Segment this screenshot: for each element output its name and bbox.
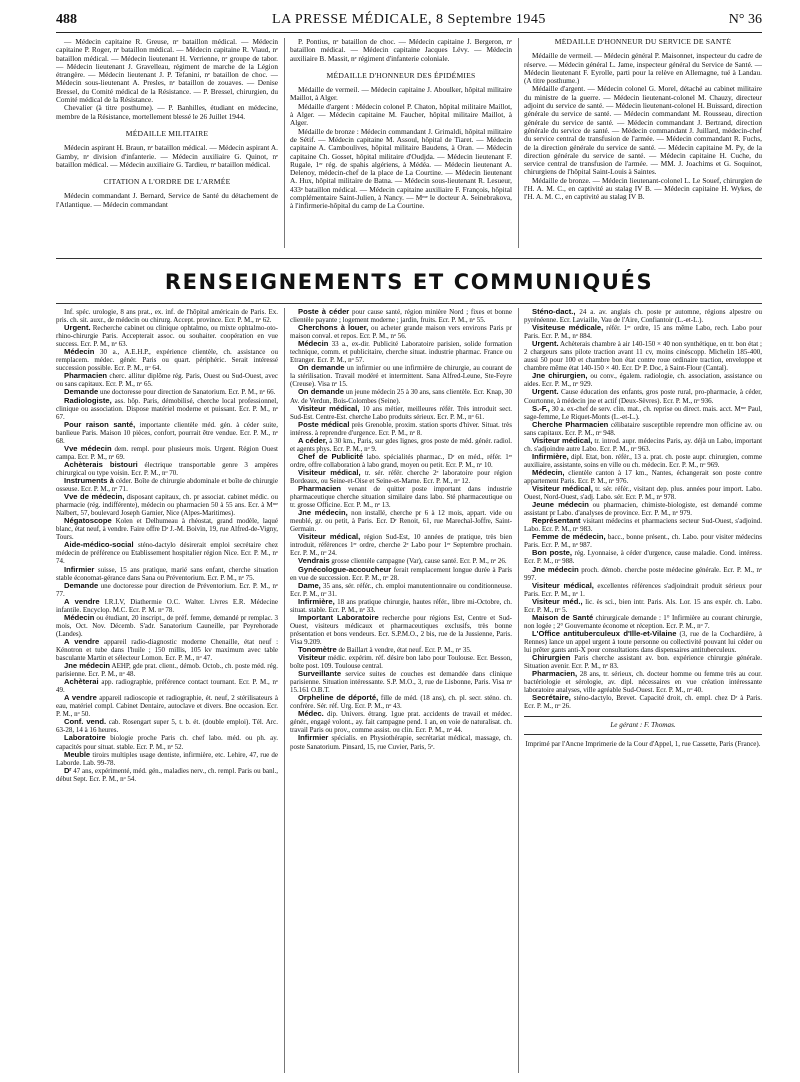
ad-text: Recherche cabinet ou clinique ophtalmo, ou mixte ophtalmo-oto-rhino-chirurgie Paris. Accepterait assoc. ou souhaiter. coopération en vue success. Ecr. P. M., nᵒ 63.	[56, 324, 278, 349]
classified-ad	[56, 638, 278, 662]
column-divider	[518, 308, 519, 1073]
classified-ad	[524, 566, 762, 582]
classified-ad	[524, 694, 762, 710]
classified-ad	[290, 566, 512, 582]
ad-text: région Sud-Est, 10 années de pratique, très bien introduit, références 1ᵉʳ ordre, cherche 2ᵉ Labo pour 1ᵉʳ Septembre prochain. Ecr. P. M., nᵒ 24.	[290, 533, 512, 558]
ad-text: une doctoresse pour direction de Préventorium. Ecr. P. M., nᵒ 77.	[56, 581, 278, 598]
ad-keyword: Médecin,	[532, 467, 565, 477]
ad-text: rég. Lyonnaise, à céder d'urgence, cause maladie. Cond. intéress. Ecr. P. M., nᵒ 988.	[524, 549, 762, 566]
ad-text: près Grenoble, proxim. station sports d'hiver. Situat. très intéress. à reprendre d'urgence. Ecr. P. M., nᵒ 8.	[290, 420, 512, 437]
classified-ad	[290, 308, 512, 324]
ad-text: célibataire susceptible reprendre mon officine av. ou sans capitaux. Ecr. P. M., nᵒ 948.	[524, 420, 762, 437]
ad-keyword: Visiteur médical,	[532, 580, 594, 590]
ad-keyword: Pharmacien,	[532, 669, 578, 679]
ad-keyword: Pour raison santé,	[64, 419, 136, 429]
ad-text: (3, rue de la Cochardière, à Rennes) lance un appel urgent à toute personne ou collectivité pouvant lui céder ou lui prêter gants anti-X pour consultations dans dispensaires antituberculeux.	[524, 629, 762, 654]
classified-ad	[524, 614, 762, 630]
column-divider	[284, 308, 285, 1073]
ad-keyword: Médec.	[298, 709, 324, 719]
ad-keyword: Orpheline de déporté,	[298, 693, 379, 703]
classified-ad	[290, 485, 512, 509]
classified-ad	[56, 598, 278, 614]
ad-keyword: Médecin	[64, 347, 95, 357]
ad-keyword: Jne médecin	[532, 564, 579, 574]
ad-text: service suites de couches est demandée dans clinique parisienne. Situation intéressante. S.P. M.O., 3, rue de Lisbonne, Paris. Visa nᵒ 15.161 O.B.T.	[290, 670, 512, 695]
classified-ad	[56, 421, 278, 445]
classified-ad	[56, 324, 278, 348]
classified-ad	[56, 397, 278, 421]
column-divider	[284, 38, 285, 248]
ads-column-3	[524, 308, 762, 1078]
ad-keyword: Sténo-dact.,	[532, 308, 576, 316]
ad-text: chirurgicale demande : 1° Infirmière au courant chirurgie, non logée ; 2° Gouvernante économe et réception. Ecr. P. M., nᵒ 7.	[524, 613, 762, 630]
ad-keyword: A céder,	[298, 435, 328, 445]
classified-ad	[290, 364, 512, 388]
classified-ad	[290, 324, 512, 340]
classified-ad	[524, 533, 762, 549]
ad-text: suisse, 15 ans pratique, marié sans enfant, cherche situation stable économat-gérance dans Sana ou Préventorium. Ecr. P. M., nᵒ 75.	[56, 565, 278, 582]
ad-keyword: Achèterais bistouri	[64, 459, 138, 469]
journal-title: LA PRESSE MÉDICALE, 8 Septembre 1945	[272, 12, 546, 27]
ad-keyword: Chirurgien	[532, 653, 571, 663]
section-heading: MÉDAILLE MILITAIRE	[125, 128, 209, 138]
classified-ad	[524, 501, 762, 517]
ad-text: dipl. Etat, bon. référ., 13 a. prat. ch. poste aupr. chirurgien, comme auxiliaire, assistante, soins en ville ou ch. médecin. Ecr. P. M., nᵒ 969.	[524, 452, 762, 469]
classified-ad	[290, 694, 512, 710]
classified-ad	[290, 437, 512, 453]
ad-text: à 30 km., Paris, sur gdes lignes, gros poste de méd. génér. radiol. et agents phys. Ecr. P. M., nᵒ 9.	[290, 436, 512, 453]
ad-text: fille de méd. (18 ans), ch. pl. secr. sténo. ch. confrère. Sér. réf. Urg. Ecr. P. M., nᵒ 43.	[290, 694, 512, 711]
classified-ad	[56, 445, 278, 461]
ad-text: cherc. allitur diplôme rég. Paris, Ouest ou Sud-Ouest, avec ou sans capitaux. Ecr. P. M., nᵒ 65.	[56, 372, 278, 389]
classified-ad	[290, 614, 512, 646]
imprint-line: Imprimé par l'Ancne Imprimerie de la Cour d'Appel, 1, rue Cassette, Paris (France).	[525, 739, 761, 748]
ad-keyword: Vve de médecin,	[64, 492, 125, 502]
classified-ad	[56, 348, 278, 372]
ads-column-2	[290, 308, 512, 1078]
ad-keyword: Important Laboratoire	[298, 612, 379, 622]
ad-keyword: Pharmacien	[64, 371, 108, 381]
ad-keyword: Cherche Pharmacien	[532, 419, 609, 429]
paragraph: — Médecin capitaine R. Greuse, nᵉ bataillon médical. — Médecin capitaine P. Roger, nᵉ bataillon médical. — Médecin capitaine R. Viaud, nᵉ bataillon médical. — Médecin lieutenant H. Verrienne, nᵉ groupe de tabor. — Médecin lieutenant J. Gravelleau, régiment de marche de la Légion étrangère. — Médecin lieutenant J. P. Tefanini, nᵉ bataillon de choc. — Médecin sous-lieutenant A. Presles, nᵉ bataillon de zouaves. — Denise Bressel, du Comité médical de la Résistance. — P. Bressel, chirurgien, du Comité médical de la Résistance.	[56, 38, 278, 105]
ad-keyword: Visiteur médical,	[532, 435, 593, 445]
ad-keyword: Urgent.	[532, 387, 559, 397]
ad-text: cab. Rosengart super 5, t. b. ét. (double emploi). Tél. Arc. 63-28, 14 à 16 heures.	[56, 718, 278, 735]
ad-text: appareil radioscopie et radiographie, ét. neuf, 2 stérilisateurs à eau, matériel compl. Cabinet Dentaire, autoclave et divers. Bne occasion. Ecr. P. M., nᵒ 50.	[56, 694, 278, 719]
ad-keyword: S.-F.,	[532, 403, 550, 413]
ad-text: dip. Univers. étrang. 1gue prat. accidents de travail et médec. génér., engagé volont., ay. fait campagne pend. 1 an, en voie de naturalisat. ch. travail Paris ou prov., comme assist. ou clin. Ecr. P. M., nᵒ 44.	[290, 710, 512, 735]
ad-keyword: Conf. vend.	[64, 717, 107, 727]
ad-keyword: A vendre	[64, 693, 97, 703]
ad-text: excellentes références s'adjoindrait produit sérieux pour Paris. Ecr. P. M., nᵒ 1.	[524, 581, 762, 598]
classified-ad	[56, 718, 278, 734]
paragraph: Médecin aspirant H. Braun, nᵉ bataillon médical. — Médecin aspirant A. Gamby, nᵉ division d'infanterie. — Médecin auxiliaire G. Quinot, nᵉ bataillon médical. — Médecin auxiliaire G. Tardieu, nᵉ bataillon médical.	[56, 143, 278, 169]
ad-text: disposant capitaux, ch. pr associat. cabinet médic. ou pharmacie (rég. indifférente), médecin ou pharmacien 50 à 55 ans. Ecr. à Mᵐᵉ Nalbert, 57, boulevard Joseph Garnier, Nice (Alpes-Maritimes).	[56, 493, 278, 518]
paragraph: Médaille d'argent : Médecin colonel P. Chaton, hôpital militaire Maillot, à Alger. — Médecin capitaine M. Faucher, hôpital militaire Maillot, à Alger.	[290, 101, 512, 128]
paragraph: Médaille de vermeil. — Médecin capitaine J. Aboulker, hôpital militaire Maillot, à Alger.	[290, 85, 512, 103]
ad-keyword: Jne médecin,	[298, 508, 348, 518]
gerant-line: Le gérant : F. Thomas.	[524, 716, 762, 734]
ad-text: app. radiographie, préférence contact tournant. Ecr. P. M., nᵒ 49.	[56, 678, 278, 695]
ad-text: Paris cherche assistant av. bon. expérience chirurgie générale. Situation avenir. Ecr. P. M., nᵒ 83.	[524, 654, 762, 671]
classified-ad	[56, 493, 278, 517]
paragraph: Médaille d'argent. — Médecin colonel G. Morel, détaché au cabinet militaire du ministre de la guerre. — Médecin lieutenant-colonel M. Chauzy, directeur adjoint du service de santé. — Médecin lieutenant-colonel H. Buissard, direction générale du service de santé. — Médecin commandant M. Rousseau, direction générale du service de santé. — Médecin commandant J. Bertrand, direction générale du service de santé. — Médecin commandant J. Juillard, médecin-chef du service central de transfusion de l'armée. — Médecin commandant R. Fuchs, de la direction générale du service de santé. — Médecin capitaine M. Py, de la direction générale du service de santé. — Médecin capitaine H. Cuche, du service central de transfusion de l'armée. — MM. J. Joachims et G. Soquinot, chirurgiens de l'hôpital Saint-Louis à Saintes.	[524, 84, 762, 177]
classified-ad	[524, 372, 762, 388]
column-divider	[518, 38, 519, 248]
classified-ad	[524, 469, 762, 485]
classified-ad	[56, 614, 278, 638]
ad-text: pour cause santé, région minière Nord ; fixes et bonne clientèle payante ; logement moderne ; jardin, fruits. Ecr. P. M., nᵒ 55.	[290, 308, 512, 325]
ad-text: lic. ès sci., bien intr. Paris. Als. Lor. 15 ans expér. ch. Labo. Ecr. P. M., nᵒ 5.	[524, 597, 762, 614]
ad-keyword: Visiteur médical,	[298, 532, 361, 542]
ad-text: recherche pour régions Est, Centre et Sud-Ouest, visiteurs médicaux et pharmaceutiques exclusifs, très bonne présentation et bons vendeurs. Ecr. S.P.M.O., 2 bis, rue de la Jussienne, Paris. Visa 9.209.	[290, 613, 512, 646]
ad-text: ass. hôp. Paris, démobilisé, cherche local professionnel, clinique ou association. Dispose matériel moderne et puissant. Ecr. P. M., nᵒ 67.	[56, 396, 278, 421]
ad-keyword: Poste médical	[298, 419, 350, 429]
classified-ad	[524, 670, 762, 694]
classified-ad	[524, 630, 762, 654]
classified-ad	[524, 421, 762, 437]
ad-keyword: Demande	[64, 580, 99, 590]
ad-keyword: Bon poste,	[532, 548, 572, 558]
ad-text: Kolen et Delhumeau à rhéostat, grand modèle, laqué blanc, état neuf, à vendre. Faire offre Dʳ J.-M. Boivin, 19, rue Alfred-de-Vigny, Tours.	[56, 517, 278, 542]
classified-ad	[290, 469, 512, 485]
ad-keyword: Infirmier	[64, 564, 95, 574]
ad-text: bacc., bonne présent., ch. Labo. pour visiter médecins Paris. Ecr. P. M., nᵒ 987.	[524, 533, 762, 550]
ad-keyword: Cherchons à louer,	[298, 323, 369, 333]
ad-text: tr. introd. aupr. médecins Paris, ay. déjà un Labo, important ch. s'adjoindre autre Labo. Ecr. P. M., nᵒ 963.	[524, 436, 762, 453]
paragraph: Médaille de bronze. — Médecin lieutenant-colonel L. Le Souef, chirurgien de l'H. A. M. C., en captivité au stalag IV B. — Médecin capitaine H. Wykes, de l'H. A. M. C., en captivité au stalag IV B.	[524, 175, 762, 202]
classified-ad	[524, 324, 762, 340]
classified-ad	[290, 582, 512, 598]
ad-keyword: Achèterai	[64, 677, 99, 687]
classified-ad	[290, 453, 512, 469]
ad-text: un infirmier ou une infirmière de chirurgie, au courant de la stérilisation. Travail modéré et intermittent. Sana Alfred-Leune, Ste-Feyre (Creuse). Visa nᵒ 15.	[290, 364, 512, 389]
ad-text: une doctoresse pour direction de Sanatorium. Ecr. P. M., nᵒ 66.	[99, 388, 276, 397]
classified-ad	[290, 670, 512, 694]
classified-ad	[290, 388, 512, 404]
classified-ad	[290, 710, 512, 734]
ad-text: médic. expérim. réf. désire bon labo pour Toulouse. Ecr. Besson, boîte post. 109. Toulouse central.	[290, 654, 512, 671]
ad-text: un jeune médecin 25 à 30 ans, sans clientèle. Ecr. Knap, 30 Av. de Verdun, Bois-Colombes (Seine).	[290, 388, 512, 405]
page-number: 488	[56, 12, 77, 27]
ad-text: biologie proche Paris ch. chef labo. méd. ou ph. ay. capacités pour situat. stable. Ecr. P. M., nᵒ 52.	[56, 734, 278, 751]
classified-ad	[290, 533, 512, 557]
classified-ad	[290, 509, 512, 533]
ad-keyword: Secrétaire,	[532, 693, 571, 703]
page-header	[56, 12, 762, 33]
classified-ad	[524, 388, 762, 404]
ad-text: tr. sér. référ. cherche 2ᵉ laboratoire pour région Bordeaux, ou Seine-et-Oise et Seine-et-Marne. Ecr. P. M., nᵒ 12.	[290, 468, 512, 485]
ad-keyword: Représentant	[532, 516, 581, 526]
ad-text: Cause éducation des enfants, gros poste rural, pro-pharmacie, à céder, Courtonne, à médecin jne et actif (Deux-Sèvres). Ecr. P. M., nᵒ 936.	[524, 388, 762, 405]
ad-keyword: Infirmière,	[532, 451, 569, 461]
ad-text: clientèle canton à 17 km., Nantes, échangerait son poste contre appartement Paris. Ecr. P. M., nᵒ 976.	[524, 468, 762, 485]
ad-keyword: Pharmacien	[298, 484, 342, 494]
ad-keyword: Surveillante	[298, 669, 342, 679]
classified-ad	[56, 372, 278, 388]
ad-keyword: Dame,	[298, 580, 321, 590]
classified-ad	[56, 582, 278, 598]
classified-ad	[56, 678, 278, 694]
paragraph: P. Pontius, nᵉ bataillon de choc. — Médecin capitaine J. Bergeron, nᵉ bataillon médical. — Médecin capitaine Jacques Lévy. — Médecin auxiliaire B. Massit, nᵉ régiment d'infanterie coloniale.	[290, 38, 512, 63]
ad-text: 28 ans, tr. sérieux, ch. docteur homme ou femme très au cour. bactériologie et sérologie, av. dipl. nécessaires en vue création intéressante laboratoire analyses, ville agréable Sud-Ouest. Ecr. P. M., nᵒ 40.	[524, 670, 762, 695]
top-column-2	[290, 38, 512, 250]
ad-keyword: Visiteuse médicale,	[532, 323, 604, 333]
ad-keyword: Urgent.	[532, 339, 559, 349]
ad-keyword: Visiteur médical,	[298, 467, 361, 477]
ad-text: de Baillart à vendre, état neuf. Ecr. P. M., nᵒ 35.	[338, 645, 472, 654]
ad-keyword: Gynécologue-accoucheur	[298, 564, 392, 574]
ad-text: 30 a., A.E.H.P., expérience clientèle, ch. assistance ou remplacem. médec. génér. Paris ou quart. périphéric. Serait intéressé succession possible. Ecr. P. M., nᵒ 64.	[56, 348, 278, 373]
classified-ad	[290, 405, 512, 421]
ad-keyword: L'Office antituberculeux d'Ille-et-Vilaine	[532, 628, 677, 638]
classified-ad	[524, 437, 762, 453]
classified-ad	[524, 549, 762, 565]
ad-text: 33 a., ex-dir. Publicité Laboratoire parisien, solide formation technique, comm. et publicitaire, cherche situat. industrie pharmac. France ou Etranger. Ecr. P. M., nᵒ 57.	[290, 340, 512, 365]
classified-ad	[56, 308, 278, 324]
ad-text: ou pharmacien, chimiste-biologiste, est demandé comme assistant pr Labo. d'analyses de province. Ecr. P. M., nᵒ 979.	[524, 501, 762, 518]
section-heading: MÉDAILLE D'HONNEUR DU SERVICE DE SANTÉ	[554, 38, 732, 46]
ad-text: ferait remplacement longue durée à Paris en vue de succession. Ecr. P. M., nᵒ 28.	[290, 565, 512, 582]
ad-keyword: Visiteur médical,	[298, 403, 360, 413]
ad-keyword: Jeune médecin	[532, 500, 589, 510]
ad-text: proch. démob. cherche poste médecine générale. Ecr. P. M., nᵒ 997.	[524, 565, 762, 582]
top-column-1	[56, 38, 278, 250]
paragraph: Médaille de bronze : Médecin commandant J. Grimaldi, hôpital militaire de Sétif. — Médecin capitaine M. Assoul, hôpital de Tiaret. — Médecin capitaine A. Camboulives, hôpital militaire Baudens, à Oran. — Médecin capitaine Ch. Gosset, hôpital militaire d'Oudjda. — Médecin lieutenant F. Rugale, 1ᵉʳ rég. de spahis algériens, à Médéa. — Médecin lieutenant A. Delenoy, médecin-chef de la place de La Courtine. — Médecin lieutenant A. Hux, hôpital militaire de Batna. — Médecin sous-lieutenant R. Lesueur, 433ᵉ bataillon médical. — Médecin capitaine auxiliaire F. François, hôpital complémentaire Saint-Julien, à Nancy. — Mᵐᵉ le docteur A. Seinebrakova, à l'infirmerie-hôpital du camp de La Courtine.	[290, 126, 512, 211]
classified-ad	[56, 477, 278, 493]
classified-ad	[290, 598, 512, 614]
classified-ad	[524, 654, 762, 670]
classified-ad	[56, 694, 278, 718]
ad-text: 10 ans métier, meilleures référ. Très introduit sect. Sud-Est. Centre-Est. cherche Labo produits sérieux. Ecr. P. M., nᵒ 61.	[290, 404, 512, 421]
classified-ad	[524, 340, 762, 372]
section-rule-bottom	[56, 303, 762, 304]
ad-keyword: Dʳ	[64, 765, 72, 775]
ad-text: sténo-dactylo désirerait emploi secrétaire chez médecin de préférence ou Etablissement hospitalier région Nice. Ecr. P. M., nᵒ 74.	[56, 541, 278, 566]
ad-keyword: Tonomètre	[298, 644, 337, 654]
classified-ad	[56, 541, 278, 565]
classified-ad	[524, 517, 762, 533]
ad-keyword: Instruments à	[64, 475, 114, 485]
section-rule-top	[56, 258, 762, 259]
ads-list	[524, 308, 762, 710]
ad-text: I.R.I.V, Diathermie O.C. Walter. Livres E.R. Médecine infantile. Encyclop. M.C. Ecr. P. M. nᵒ 78.	[56, 597, 278, 614]
ad-text: 18 ans pratique chirurgie, hautes référ., libre mi-Octobre, ch. situat. stable. Ecr. P. M., nᵒ 33.	[290, 597, 512, 614]
ad-text: Achèterais chambre à air 140-150 × 40 non synthétique, en tr. bon état ; 2 chargeurs sans pilote traction avant 11 cv, moins cinéscopp. Michelin 185-400, aussi 50 pour 100 et chambre bon état contre roue ordinaire traction, enveloppe et chambre même état 140-150 × 40. Ecr. Dʳ P. Doc, à Saint-Flour (Cantal).	[524, 340, 762, 373]
ad-keyword: Poste à céder	[298, 308, 350, 316]
ad-keyword: Jne chirurgien,	[532, 371, 588, 381]
ad-keyword: Médecin	[298, 339, 329, 349]
ad-keyword: On demande	[298, 387, 345, 397]
classified-ad	[290, 421, 512, 437]
ad-keyword: A vendre	[64, 636, 100, 646]
classified-ad	[56, 566, 278, 582]
ad-text: grosse clientèle campagne (Var), cause santé. Ecr. P. M., nᵒ 26.	[331, 557, 507, 566]
ad-text: 24 a. av. anglais ch. poste pr automne, régions alpestre ou pyrénéenne. Ecr. Laviaille, Vau de l'Aire, Confiantoir (L.-et-L.).	[524, 308, 762, 325]
ad-keyword: Meuble	[64, 749, 91, 759]
ad-keyword: Visiteur méd.,	[532, 596, 583, 606]
classified-ad	[290, 340, 512, 364]
ad-text: dem. rempl. pour plusieurs mois. Urgent. Région Ouest campa. Ecr. P. M., nᵒ 69.	[56, 444, 278, 461]
ad-keyword: Aide-médico-social	[64, 540, 134, 550]
ad-keyword: Chef de Publicité	[298, 451, 364, 461]
ad-text: tr. sér. référ., visitant dep. plus. années pour import. Labo. Ouest, Nord-Ouest, s'adj. Labo. sér. Ecr. P. M., nᵒ 978.	[524, 485, 762, 502]
classified-ad	[290, 654, 512, 670]
ad-text: tiroirs multiples usage dentiste, infirmière, etc. Lehire, 47, rue de Laborde. Lab. 99-78.	[56, 750, 278, 767]
ad-text: appareil radio-diagnostic moderne Chenaille, état neuf : Kénotron et tube dans l'huile ; 150 millis, 105 kv maximum avec table basculante Martin et sélecteur Lomon. Ecr. P. M., nᵒ 47.	[56, 637, 278, 663]
paragraph: Chevalier (à titre posthume). — P. Banhilles, étudiant en médecine, membre de la Résistance, mortellement blessé le 26 Juillet 1944.	[56, 103, 278, 121]
ad-keyword: A vendre	[64, 596, 100, 606]
ad-text: spécialis. en Physiothérapie, secrétariat médical, massage, ch. poste Sanatorium. Pinsard, 15, rue Cuvier, Paris, 5ᵉ.	[290, 734, 512, 751]
ad-text: 47 ans, expérimenté, méd. gén., maladies nerv., ch. rempl. Paris ou banl., début Sept. Ecr. P. M., nᵒ 54.	[56, 766, 278, 783]
ad-text: importante clientèle méd. gén. à céder suite, banlieue Paris. Maison 10 pièces, confort, pourrait être vendue. Ecr. P. M., nᵒ 68.	[56, 420, 278, 445]
paragraph: Médaille de vermeil. — Médecin général P. Maisonnet, inspecteur du cadre de réserve. — Médecin général L. Jame, inspecteur général du Service de Santé. — Médecin lieutenant F. Eyrolle, parti pour la relève en Allemagne, tué à Landau. (A titre posthume.)	[524, 51, 762, 86]
classified-ad	[290, 734, 512, 750]
ad-text: venant de quitter poste important dans industrie pharmaceutique cherche situation similaire dans labo. Sté pharmaceutique ou tr. grosse Officine. Ecr. P. M., nᵒ 13.	[290, 485, 512, 510]
top-column-3	[524, 38, 762, 250]
ad-keyword: Infirmière,	[298, 596, 335, 606]
classified-ad	[56, 517, 278, 541]
ad-keyword: On demande	[298, 363, 345, 373]
section-heading: MÉDAILLE D'HONNEUR DES ÉPIDÉMIES	[326, 70, 476, 80]
ad-keyword: Radiologiste,	[64, 395, 112, 405]
classified-ad	[524, 308, 762, 324]
ad-text: labo. spécialités pharmac., Dʳ en méd., référ. 1ᵉʳ ordre, offre collaboration à labo grand, moyen ou petit. Ecr. P. M., nᵒ 10.	[290, 452, 512, 469]
ad-keyword: Médecin	[64, 612, 95, 622]
ad-keyword: Laboratoire	[64, 733, 106, 743]
ad-keyword: Infirmier	[298, 733, 329, 743]
ad-keyword: Négatoscope	[64, 516, 112, 526]
ad-keyword: Vve médecin	[64, 443, 112, 453]
ad-text: visitant médecins et pharmaciens secteur Sud-Ouest, s'adjoind. Labo. Ecr. P. M., nᵒ 983.	[524, 517, 762, 534]
ad-text: ou étudiant, 20 inscript., de préf. femme, demandé pr remplac. 3 mois, Oct. Nov. Décemb. S'adr. Sanatorium Cauneille, par Peyrehorade (Landes).	[56, 613, 278, 638]
ad-text: sténo-dactylo, Brevet. Capacité droit, ch. empl. chez Dʳ à Paris. Ecr. P. M., nᵒ 26.	[524, 694, 762, 711]
classified-ad	[56, 461, 278, 477]
ad-text: AEHP, gde prat. client., démob. Octob., ch. poste méd. rég. parisienne. Ecr. P. M., nᵒ 48.	[56, 662, 278, 679]
ad-keyword: Visiteur médical,	[532, 484, 593, 494]
classified-ad	[56, 734, 278, 750]
classified-ad	[56, 751, 278, 767]
ad-keyword: Demande	[64, 387, 99, 397]
ad-text: électrique transportable genre 3 ampères chirurgical ou type voisin. Ecr. P. M., nᵒ 70.	[56, 460, 278, 477]
classified-ad	[524, 485, 762, 501]
classified-ad	[524, 405, 762, 421]
ad-text: Inf. spéc. urologie, 8 ans prat., ex. inf. de l'hôpital américain de Paris. Ex. pris. ch. sit. auxr., de médecin ou chirurg. Accept. province. Ecr. P. M., nᵒ 62.	[56, 308, 278, 325]
paragraph: Médecin commandant J. Bernard, Service de Santé du détachement de l'Atlantique. — Médecin commandant	[56, 191, 278, 209]
classified-ad	[524, 582, 762, 598]
ad-text: référ. 1ᵉʳ ordre, 15 ans même Labo, rech. Labo pour Paris. Ecr. P. M., nᵒ 884.	[524, 324, 762, 341]
ad-keyword: Visiteur	[298, 653, 326, 663]
section-heading: CITATION A L'ORDRE DE L'ARMÉE	[103, 177, 231, 187]
ad-keyword: Jne médecin	[64, 661, 111, 671]
issue-number: N° 36	[728, 12, 762, 27]
classified-ad	[56, 662, 278, 678]
ad-text: ou conv., égalem. radiologie, ch. association, assistance ou aides. Ecr. P. M., nᵒ 929.	[524, 372, 762, 389]
ad-text: 30 a. ex-chef de serv. clin. mat., ch. reprise ou direct. mais. acct. Mᵐᵉ Paul, sage-femme, Le Riquet-Monts (L.-et-L.).	[524, 404, 762, 421]
ad-keyword: Vendrais	[298, 556, 330, 566]
ad-text: céder. Boîte de chirurgie abdominale et boîte de chirurgie osseuse. Ecr. P. M., nᵒ 71.	[56, 476, 278, 494]
classified-ad	[56, 767, 278, 783]
ad-keyword: Maison de Santé	[532, 612, 594, 622]
ad-text: ou acheter grande maison vers environs Paris pr maison conval. et repos. Ecr. P. M., nᵒ 56.	[290, 324, 512, 341]
ad-text: 35 ans, sér. référ., ch. emploi manutentionnaire ou conditionneuse. Ecr. P. M., nᵒ 31.	[290, 581, 512, 598]
ad-keyword: Urgent.	[64, 323, 91, 333]
ad-keyword: Femme de médecin,	[532, 532, 606, 542]
classified-ad	[524, 453, 762, 469]
ads-column-1	[56, 308, 278, 1078]
classified-ad	[524, 598, 762, 614]
section-title: RENSEIGNEMENTS ET COMMUNIQUÉS	[164, 270, 654, 294]
ad-text: non installé, cherche pr 6 à 12 mois, appart. vide ou meublé, gr. ou petit, à Paris. Ecr. Dʳ Renoit, 61, rue Marechal-Joffre, Saint-Germain.	[290, 509, 512, 534]
